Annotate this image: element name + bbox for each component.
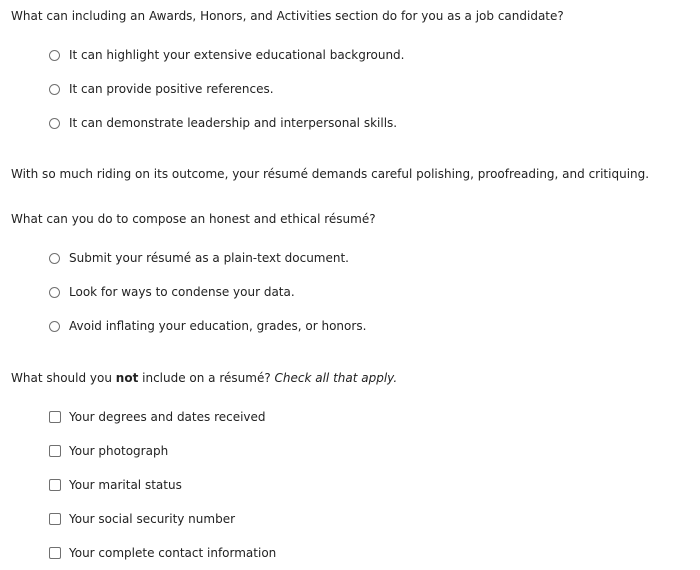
radio-button[interactable] [49,84,60,95]
q3-option-5[interactable] [49,545,276,561]
q3-option-1[interactable] [49,409,266,425]
checkbox[interactable] [49,513,61,525]
radio-button[interactable] [49,50,60,61]
q1-option-2[interactable] [49,81,274,97]
checkbox[interactable] [49,411,61,423]
question-2-text: What can you do to compose an honest and ethical résumé? [11,212,376,226]
q3-option-3[interactable] [49,477,182,493]
q1-option-3-label: It can demonstrate leadership and interpersonal skills. [69,116,398,130]
question-3-text [11,370,397,386]
q1-option-1[interactable] [49,47,404,63]
q1-option-1-label: It can highlight your extensive educational background. [69,48,405,62]
radio-button[interactable] [49,321,60,332]
q2-option-1-label: Submit your résumé as a plain-text document. [69,251,349,265]
question-1-text: What can including an Awards, Honors, and Activities section do for you as a job candidate? [11,9,564,23]
q2-option-2-label: Look for ways to condense your data. [69,285,295,299]
q2-option-3-label: Avoid inflating your education, grades, or honors. [69,319,367,333]
q3-option-4[interactable] [49,511,235,527]
radio-button[interactable] [49,118,60,129]
q1-option-2-label: It can provide positive references. [69,82,274,96]
q3-option-2[interactable] [49,443,168,459]
checkbox[interactable] [49,479,61,491]
question-3-middle: include on a résumé? [138,371,275,385]
question-3-prefix: What should you [11,371,116,385]
q3-option-1-label: Your degrees and dates received [69,410,266,424]
q2-option-3[interactable] [49,318,366,334]
q3-option-5-label: Your complete contact information [69,546,277,560]
q3-option-4-label: Your social security number [69,512,236,526]
statement-text: With so much riding on its outcome, your résumé demands careful polishing, proofreading, and critiquing. [11,167,650,181]
q3-option-3-label: Your marital status [69,478,182,492]
radio-button[interactable] [49,253,60,264]
radio-button[interactable] [49,287,60,298]
checkbox[interactable] [49,547,61,559]
checkbox[interactable] [49,445,61,457]
q3-option-2-label: Your photograph [69,444,169,458]
question-3-instruction: Check all that apply. [274,371,398,385]
question-3-emphasis: not [115,371,139,385]
q2-option-1[interactable] [49,250,349,266]
q2-option-2[interactable] [49,284,295,300]
q1-option-3[interactable] [49,115,397,131]
